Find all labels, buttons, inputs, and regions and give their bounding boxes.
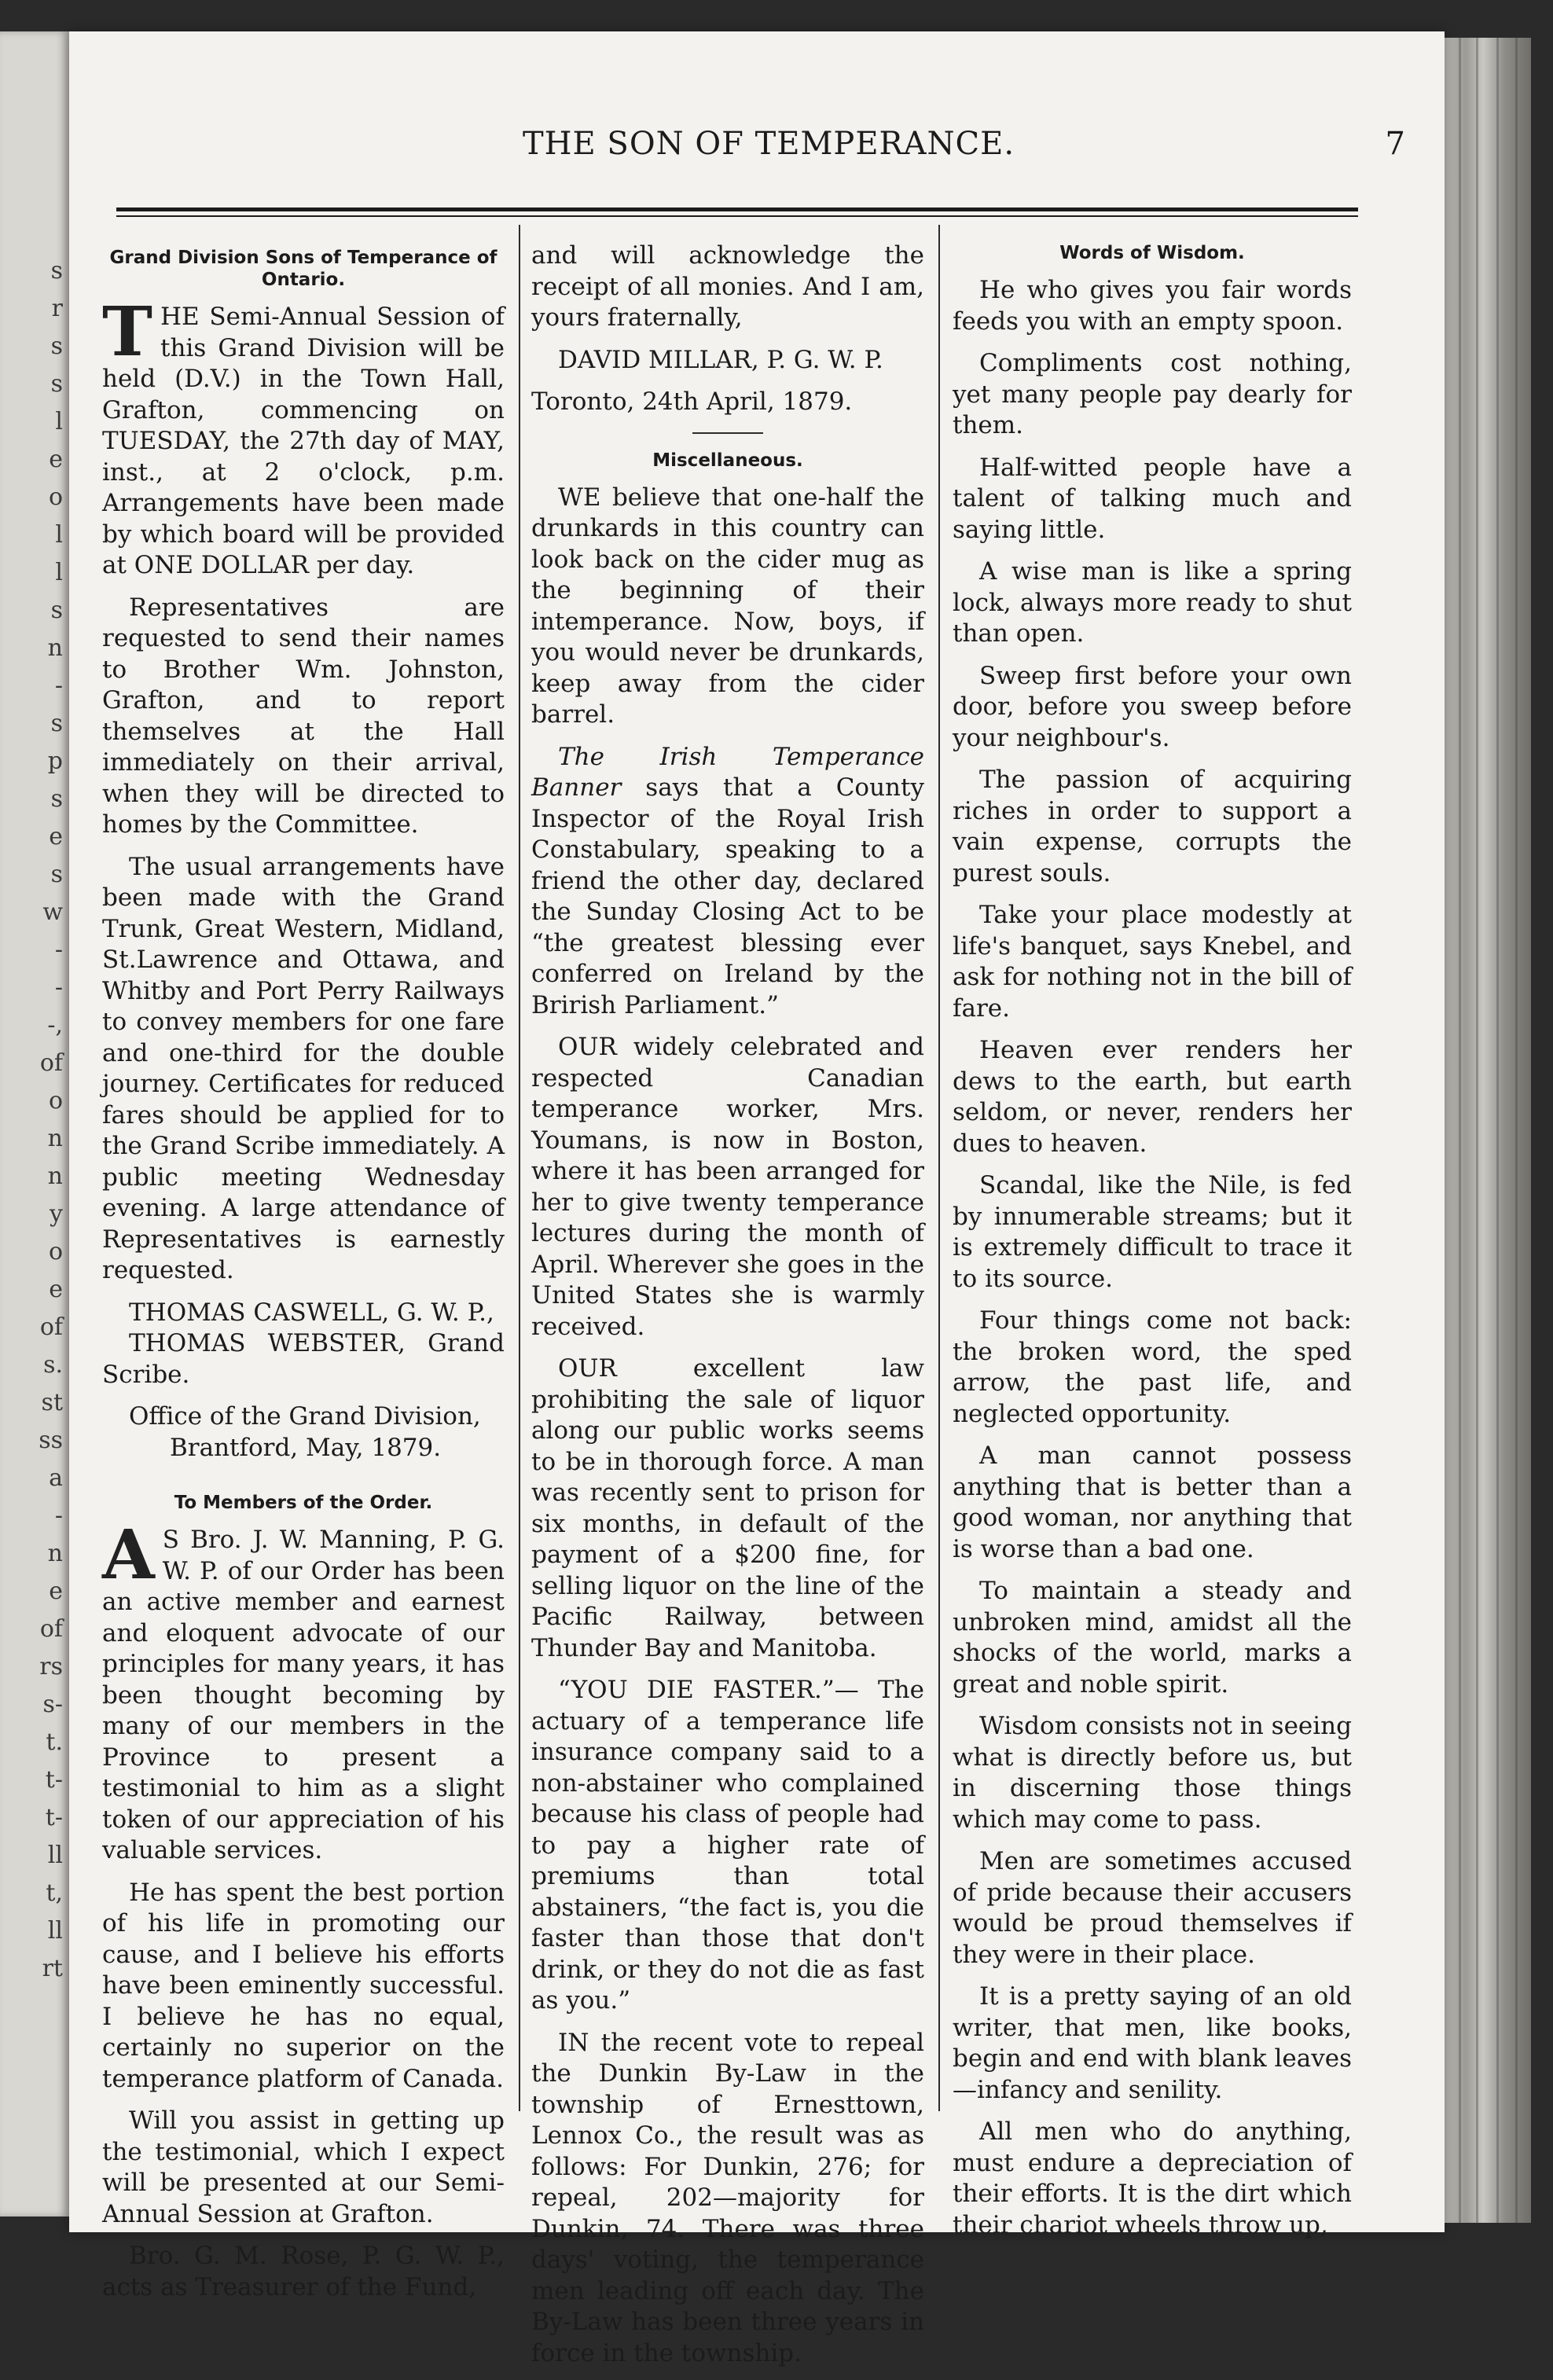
column-3 bbox=[953, 241, 1352, 2252]
edge-text-fragment: t- bbox=[45, 1766, 63, 1794]
edge-text-fragment: - bbox=[54, 672, 63, 700]
edge-text-fragment: n bbox=[47, 1125, 63, 1152]
article-paragraph: WE believe that one-half the drunkards in this country can look back on the cider mug as the beginning of their intemperance. Now, boys, if you would never be drunkards, keep away from the cider barrel. bbox=[531, 483, 924, 729]
column-2 bbox=[531, 241, 924, 2380]
drop-cap: A bbox=[102, 1515, 155, 1595]
edge-text-fragment: p bbox=[47, 747, 63, 775]
edge-text-fragment: s bbox=[50, 332, 63, 360]
edge-text-fragment: n bbox=[47, 1540, 63, 1567]
edge-text-fragment: e bbox=[49, 1577, 63, 1605]
edge-text-fragment: w bbox=[42, 898, 63, 926]
article-paragraph: IN the recent vote to repeal the Dunkin By-Law in the township of Ernesttown, Lennox Co., the result was as follows: For Dunkin, 276; for repeal, 202—majority for Dunkin, 74. There was three days' voting, the temperance men leading off each day. The By-Law has been three years in force in the township. bbox=[531, 2028, 924, 2367]
edge-text-fragment: a bbox=[49, 1464, 63, 1492]
edge-text-fragment: o bbox=[48, 483, 63, 511]
edge-text-fragment: rs bbox=[39, 1653, 63, 1680]
edge-text-fragment: l bbox=[55, 559, 63, 586]
edge-text-fragment: - bbox=[54, 974, 63, 1001]
edge-text-fragment: t. bbox=[46, 1728, 63, 1756]
edge-text-fragment: -, bbox=[47, 1012, 63, 1039]
signature: DAVID MILLAR, P. G. W. P. bbox=[558, 345, 883, 374]
maxim: He who gives you fair words feeds you with an empty spoon. bbox=[953, 276, 1352, 336]
edge-text-fragment: - bbox=[54, 1502, 63, 1530]
drop-cap: T bbox=[102, 292, 152, 372]
edge-text-fragment: e bbox=[49, 823, 63, 850]
edge-text-fragment: t, bbox=[46, 1879, 63, 1907]
dateline: Office of the Grand Division, bbox=[129, 1402, 481, 1431]
maxim: Compliments cost nothing, yet many people pay dearly for them. bbox=[953, 349, 1352, 439]
column-1 bbox=[102, 241, 505, 2314]
edge-text-fragment: st bbox=[41, 1389, 63, 1416]
signature: THOMAS CASWELL, G. W. P., bbox=[129, 1298, 494, 1327]
edge-text-fragment: n bbox=[47, 1162, 63, 1190]
article-paragraph: The Irish Temperance Banner says that a County Inspector of the Royal Irish Constabulary, speaking to a friend the other day, declared the Sunday Closing Act to be “the greatest blessing ever conferred on Ireland by the Brirish Parliament.” bbox=[531, 742, 924, 1019]
edge-text-fragment: - bbox=[54, 936, 63, 964]
page-number: 7 bbox=[1385, 126, 1405, 162]
maxim: Take your place modestly at life's banquet, says Knebel, and ask for nothing not in the bill of fare. bbox=[953, 901, 1352, 1023]
edge-text-fragment: of bbox=[39, 1615, 63, 1643]
article-paragraph: Representatives are requested to send their names to Brother Wm. Johnston, Grafton, and to report themselves at the Hall immediately on their arrival, when they will be directed to homes by the Committee. bbox=[102, 593, 505, 839]
article-heading: Words of Wisdom. bbox=[1059, 243, 1245, 263]
edge-text-fragment: o bbox=[48, 1087, 63, 1115]
maxim: All men who do anything, must endure a depreciation of their efforts. It is the dirt which their chariot wheels throw up, bbox=[953, 2117, 1352, 2239]
article-heading: Grand Division Sons of Temperance of Ontario. bbox=[109, 248, 497, 290]
article-paragraph: OUR excellent law prohibiting the sale of liquor along our public works seems to be in thorough force. A man was recently sent to prison for six months, in default of the payment of a $200 fine, for selling liquor on the line of the Pacific Railway, between Thunder Bay and Manitoba. bbox=[531, 1354, 924, 1662]
article-paragraph: Will you assist in getting up the testimonial, which I expect will be presented at our Semi-Annual Session at Grafton. bbox=[102, 2106, 505, 2228]
maxim: A wise man is like a spring lock, always more ready to shut than open. bbox=[953, 557, 1352, 648]
signature: THOMAS WEBSTER, Grand Scribe. bbox=[102, 1329, 505, 1389]
edge-text-fragment: n bbox=[47, 634, 63, 662]
edge-text-fragment: e bbox=[49, 446, 63, 473]
previous-page-edge bbox=[0, 31, 69, 2217]
page bbox=[69, 31, 1445, 2367]
dateline: Brantford, May, 1879. bbox=[170, 1433, 442, 1462]
article-paragraph: A S Bro. J. W. Manning, P. G. W. P. of our Order has been an active member and earnest and eloquent advocate of our principles for many years, it has been thought becoming by many of our members in the Province to present a testimonial to him as a slight token of our appreciation of his valuable services. bbox=[102, 1515, 505, 1864]
article-paragraph: He has spent the best portion of his life in promoting our cause, and I believe his efforts have been eminently successful. I believe he has no equal, certainly no superior on the temperance platform of Canada. bbox=[102, 1878, 505, 2093]
maxim: Scandal, like the Nile, is fed by innumerable streams; but it is extremely difficult to trace it to its source. bbox=[953, 1171, 1352, 1293]
edge-text-fragment: o bbox=[48, 1238, 63, 1265]
maxim: Men are sometimes accused of pride because their accusers would be proud themselves if they were in their place. bbox=[953, 1847, 1352, 1969]
edge-text-fragment: s bbox=[50, 710, 63, 737]
maxim: Sweep first before your own door, before you sweep before your neighbour's. bbox=[953, 661, 1352, 752]
edge-text-fragment: s bbox=[50, 597, 63, 624]
edge-text-fragment: s- bbox=[42, 1691, 63, 1718]
article-paragraph: “YOU DIE FASTER.”— The actuary of a temperance life insurance company said to a non-abstainer who complained because his class of people had to pay a higher rate of premiums than total abstainers, “the fact is, you die faster than those that don't drink, or they do not die as fast as you.” bbox=[531, 1676, 924, 2015]
edge-text-fragment: l bbox=[55, 521, 63, 549]
running-title: THE SON OF TEMPERANCE. bbox=[522, 126, 1015, 162]
edge-text-fragment: s bbox=[50, 785, 63, 813]
maxim: Half-witted people have a talent of talking much and saying little. bbox=[953, 453, 1352, 544]
maxim: It is a pretty saying of an old writer, that men, like books, begin and end with blank leaves—infancy and senility. bbox=[953, 1982, 1353, 2104]
maxim: Four things come not back: the broken word, the sped arrow, the past life, and neglected opportunity. bbox=[953, 1306, 1352, 1428]
maxim: A man cannot possess anything that is better than a good woman, nor anything that is worse than a bad one. bbox=[953, 1442, 1352, 1563]
column-divider bbox=[938, 225, 940, 2111]
column-divider bbox=[519, 225, 520, 2111]
edge-text-fragment: ll bbox=[47, 1917, 63, 1945]
article-heading: Miscellaneous. bbox=[652, 450, 803, 471]
page-header bbox=[116, 126, 1421, 173]
edge-text-fragment: s. bbox=[43, 1351, 63, 1379]
article-paragraph: THE Semi-Annual Session of this Grand Division will be held (D.V.) in the Town Hall, Grafton, commencing on TUESDAY, the 27th day of MAY, inst., at 2 o'clock, p.m. Arrangements have been made by which board will be provided at ONE DOLLAR per day. bbox=[102, 292, 505, 579]
maxim: To maintain a steady and unbroken mind, amidst all the shocks of the world, marks a great and noble spirit. bbox=[953, 1577, 1352, 1699]
edge-text-fragment: s bbox=[50, 861, 63, 888]
dateline: Toronto, 24th April, 1879. bbox=[531, 387, 853, 416]
article-paragraph: The usual arrangements have been made with the Grand Trunk, Great Western, Midland, St.Lawrence and Ottawa, and Whitby and Port Perry Railways to convey members for one fare and one-third for the double journey. Certificates for reduced fares should be applied for to the Grand Scribe immediately. A public meeting Wednesday evening. A large attendance of Representatives is earnestly requested. bbox=[102, 852, 505, 1284]
header-rule-thin bbox=[116, 215, 1358, 217]
edge-text-fragment: ss bbox=[39, 1427, 63, 1454]
article-paragraph: and will acknowledge the receipt of all monies. And I am, yours fraternally, bbox=[531, 241, 924, 332]
article-paragraph: Bro. G. M. Rose, P. G. W. P., acts as Treasurer of the Fund, bbox=[102, 2242, 505, 2301]
edge-text-fragment: of bbox=[39, 1049, 63, 1077]
edge-text-fragment: y bbox=[50, 1200, 63, 1228]
article-paragraph: OUR widely celebrated and respected Canadian temperance worker, Mrs. Youmans, is now in Boston, where it has been arranged for her to give twenty temperance lectures during the month of April. Wherever she goes in the United States she is warmly received. bbox=[531, 1033, 924, 1341]
edge-text-fragment: s bbox=[50, 370, 63, 398]
edge-text-fragment: ll bbox=[47, 1842, 63, 1869]
maxim: The passion of acquiring riches in order to support a vain expense, corrupts the purest souls. bbox=[953, 766, 1352, 887]
edge-text-fragment: s bbox=[50, 257, 63, 285]
edge-text-fragment: rt bbox=[42, 1955, 63, 1982]
maxim: Heaven ever renders her dews to the earth, but earth seldom, or never, renders her dues to heaven. bbox=[953, 1036, 1352, 1158]
edge-text-fragment: l bbox=[55, 408, 63, 435]
header-rule bbox=[116, 208, 1358, 211]
publication-title: The Irish Temperance Banner bbox=[531, 742, 924, 802]
section-divider bbox=[692, 432, 763, 434]
edge-text-fragment: r bbox=[51, 295, 63, 322]
book-spine bbox=[1445, 38, 1531, 2223]
maxim: Wisdom consists not in seeing what is directly before us, but in discerning those things which may come to pass. bbox=[953, 1712, 1352, 1834]
edge-text-fragment: of bbox=[39, 1313, 63, 1341]
edge-text-fragment: t- bbox=[45, 1804, 63, 1831]
edge-text-fragment: e bbox=[49, 1276, 63, 1303]
article-heading: To Members of the Order. bbox=[174, 1493, 433, 1513]
